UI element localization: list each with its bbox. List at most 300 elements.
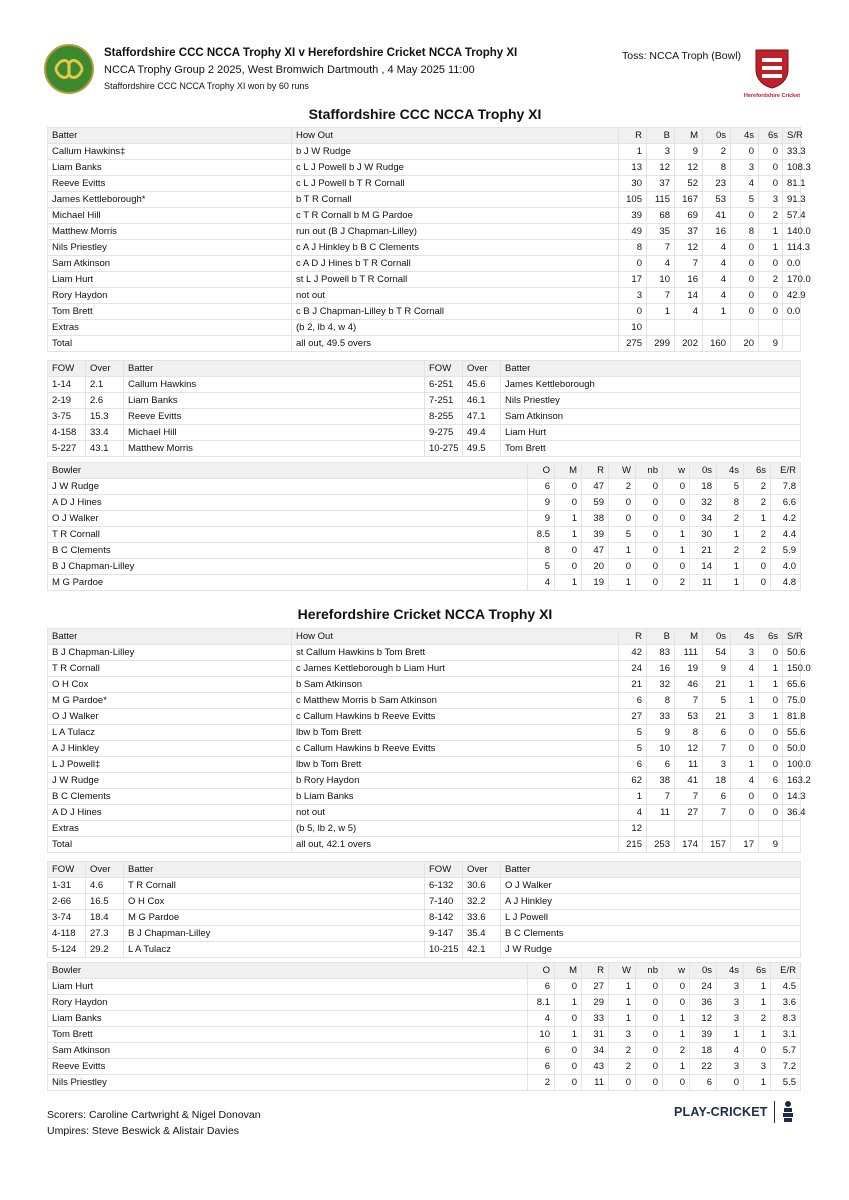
fow-cell: 16.5 <box>86 894 124 910</box>
fow-cell: 30.6 <box>463 878 501 894</box>
bowling-column-header: W <box>609 963 636 979</box>
batting-row <box>48 757 801 773</box>
bowling-stat: 18 <box>690 1043 717 1059</box>
fow-cell: 1-14 <box>48 377 86 393</box>
brand-divider <box>774 1101 775 1123</box>
bowling-stat: 0 <box>663 511 690 527</box>
bowling-stat: 0 <box>636 1075 663 1091</box>
batting-stat: 3 <box>647 144 675 160</box>
bowling-stat: 1 <box>744 979 771 995</box>
batting-stat: 54 <box>703 645 731 661</box>
batter-name: A D J Hines <box>48 805 292 821</box>
bowling-row <box>48 511 801 527</box>
batting-stat: 1 <box>731 693 759 709</box>
batting-stat: 16 <box>703 224 731 240</box>
empty-cell <box>783 320 801 336</box>
batting-column-header: S/R <box>783 629 801 645</box>
bowling-stat: 3 <box>717 995 744 1011</box>
bowling-stat: 31 <box>582 1027 609 1043</box>
bowling-stat: 19 <box>582 575 609 591</box>
batting-stat: 0 <box>759 741 783 757</box>
batting-stat: 41 <box>703 208 731 224</box>
batting-stat: 38 <box>647 773 675 789</box>
batting-stat: 0.0 <box>783 304 801 320</box>
bowling-stat: 4 <box>528 1011 555 1027</box>
how-out: lbw b Tom Brett <box>292 757 619 773</box>
empty-cell <box>703 320 731 336</box>
fow-cell: 2-19 <box>48 393 86 409</box>
bowling-stat: 0 <box>663 495 690 511</box>
how-out: b Rory Haydon <box>292 773 619 789</box>
empty-cell <box>731 821 759 837</box>
fow-cell: 46.1 <box>463 393 501 409</box>
fow-cell: 7-140 <box>425 894 463 910</box>
fow-cell: A J Hinkley <box>501 894 801 910</box>
batting-stat: 9 <box>647 725 675 741</box>
bowling-column-header: O <box>528 463 555 479</box>
bowling-stat: 0 <box>555 543 582 559</box>
how-out: b T R Cornall <box>292 192 619 208</box>
batting-stat: 10 <box>647 272 675 288</box>
batting-stat: 7 <box>703 805 731 821</box>
extras-row <box>48 821 801 837</box>
batting-stat: 49 <box>619 224 647 240</box>
home-club-logo <box>44 44 94 94</box>
bowling-stat: 1 <box>555 527 582 543</box>
fow-cell: 1-31 <box>48 878 86 894</box>
fow-cell: Michael Hill <box>124 425 425 441</box>
batting-stat: 0 <box>731 208 759 224</box>
batting-column-header: 4s <box>731 128 759 144</box>
batting-stat: 1 <box>759 661 783 677</box>
batting-stat: 23 <box>703 176 731 192</box>
batter-name: James Kettleborough* <box>48 192 292 208</box>
batting-column-header: 4s <box>731 629 759 645</box>
bowling-stat: 5.7 <box>771 1043 801 1059</box>
bowling-column-header: 4s <box>717 963 744 979</box>
how-out: c T R Cornall b M G Pardoe <box>292 208 619 224</box>
bowler-name: B J Chapman-Lilley <box>48 559 528 575</box>
batter-name: Sam Atkinson <box>48 256 292 272</box>
batting-stat: 114.3 <box>783 240 801 256</box>
bowling-stat: 5.5 <box>771 1075 801 1091</box>
total-cell: Total <box>48 837 292 853</box>
fow-column-header: FOW <box>425 361 463 377</box>
batting-stat: 9 <box>703 661 731 677</box>
batting-stat: 27 <box>675 805 703 821</box>
batting-stat: 1 <box>759 677 783 693</box>
bowling-stat: 4.2 <box>771 511 801 527</box>
total-cell: 174 <box>675 837 703 853</box>
batting-stat: 11 <box>647 805 675 821</box>
bowling-stat: 0 <box>717 1075 744 1091</box>
fow-cell: 6-132 <box>425 878 463 894</box>
extras-cell: (b 5, lb 2, w 5) <box>292 821 619 837</box>
batter-name: Nils Priestley <box>48 240 292 256</box>
bowling-stat: 3 <box>717 979 744 995</box>
bowling-stat: 0 <box>555 1059 582 1075</box>
empty-cell <box>703 821 731 837</box>
batting-stat: 170.0 <box>783 272 801 288</box>
batter-name: Callum Hawkins‡ <box>48 144 292 160</box>
batting-stat: 9 <box>675 144 703 160</box>
batter-name: B C Clements <box>48 789 292 805</box>
batter-name: Liam Banks <box>48 160 292 176</box>
match-result: Staffordshire CCC NCCA Trophy XI won by 60 runs <box>104 81 309 91</box>
fow-row <box>48 409 801 425</box>
bowling-stat: 2 <box>663 1043 690 1059</box>
batting-stat: 21 <box>619 677 647 693</box>
bowling-stat: 0 <box>555 479 582 495</box>
staffordshire-knot-icon <box>50 50 88 88</box>
fow-cell: 4.6 <box>86 878 124 894</box>
empty-cell <box>783 821 801 837</box>
bowling-stat: 6 <box>528 479 555 495</box>
batting-stat: 7 <box>675 789 703 805</box>
bowler-name: Sam Atkinson <box>48 1043 528 1059</box>
bowling-stat: 5 <box>609 527 636 543</box>
batting-stat: 6 <box>759 773 783 789</box>
batting-stat: 39 <box>619 208 647 224</box>
bowling-stat: 6 <box>528 1043 555 1059</box>
batting-row <box>48 256 801 272</box>
bowling-stat: 11 <box>690 575 717 591</box>
batting-stat: 4 <box>703 256 731 272</box>
total-cell: 160 <box>703 336 731 352</box>
batting-stat: 0 <box>759 693 783 709</box>
bowling-stat: 30 <box>690 527 717 543</box>
batting-stat: 65.6 <box>783 677 801 693</box>
empty-cell <box>675 821 703 837</box>
bowling-column-header: E/R <box>771 463 801 479</box>
bowling-stat: 18 <box>690 479 717 495</box>
innings-2-bowling-table <box>47 962 801 1091</box>
bowling-stat: 9 <box>528 511 555 527</box>
bowling-stat: 1 <box>744 511 771 527</box>
fow-header-row <box>48 862 801 878</box>
fow-row <box>48 942 801 958</box>
batting-stat: 7 <box>675 256 703 272</box>
match-header <box>44 44 806 100</box>
batting-stat: 100.0 <box>783 757 801 773</box>
batting-stat: 4 <box>703 272 731 288</box>
fow-cell: 9-275 <box>425 425 463 441</box>
batting-stat: 1 <box>647 304 675 320</box>
batting-row <box>48 741 801 757</box>
total-cell: all out, 49.5 overs <box>292 336 619 352</box>
fow-cell: 4-118 <box>48 926 86 942</box>
bowling-stat: 4.4 <box>771 527 801 543</box>
fow-column-header: FOW <box>48 361 86 377</box>
fow-cell: Matthew Morris <box>124 441 425 457</box>
how-out: c Callum Hawkins b Reeve Evitts <box>292 741 619 757</box>
fow-cell: Liam Hurt <box>501 425 801 441</box>
batting-stat: 10 <box>647 741 675 757</box>
bowling-stat: 0 <box>663 479 690 495</box>
how-out: c L J Powell b J W Rudge <box>292 160 619 176</box>
batting-stat: 4 <box>731 661 759 677</box>
innings-2-title: Herefordshire Cricket NCCA Trophy XI <box>297 606 553 622</box>
batting-stat: 68 <box>647 208 675 224</box>
batter-name: L A Tulacz <box>48 725 292 741</box>
bowling-row <box>48 543 801 559</box>
bowling-stat: 2 <box>663 575 690 591</box>
batter-name: A J Hinkley <box>48 741 292 757</box>
bowling-stat: 5 <box>717 479 744 495</box>
batting-column-header: 0s <box>703 128 731 144</box>
batting-stat: 8 <box>703 160 731 176</box>
bowling-stat: 0 <box>555 1011 582 1027</box>
how-out: b Sam Atkinson <box>292 677 619 693</box>
bowling-stat: 1 <box>609 543 636 559</box>
fow-cell: 35.4 <box>463 926 501 942</box>
bowling-stat: 14 <box>690 559 717 575</box>
batting-stat: 3 <box>731 645 759 661</box>
total-cell: all out, 42.1 overs <box>292 837 619 853</box>
bowling-column-header: R <box>582 463 609 479</box>
fow-column-header: FOW <box>48 862 86 878</box>
bowling-stat: 6 <box>690 1075 717 1091</box>
batting-stat: 0 <box>759 645 783 661</box>
bowling-row <box>48 495 801 511</box>
batting-stat: 3 <box>731 160 759 176</box>
bowling-stat: 0 <box>636 1043 663 1059</box>
officials <box>47 1107 261 1139</box>
batting-stat: 2 <box>759 272 783 288</box>
batting-stat: 36.4 <box>783 805 801 821</box>
batting-stat: 0 <box>759 256 783 272</box>
bowling-stat: 0 <box>636 543 663 559</box>
away-club-logo <box>742 44 802 100</box>
batting-stat: 0.0 <box>783 256 801 272</box>
batting-stat: 0 <box>759 144 783 160</box>
bowling-stat: 6 <box>528 979 555 995</box>
batter-name: Michael Hill <box>48 208 292 224</box>
batting-stat: 4 <box>731 773 759 789</box>
batting-stat: 16 <box>647 661 675 677</box>
batting-stat: 0 <box>731 288 759 304</box>
fow-column-header: Batter <box>501 361 801 377</box>
total-cell: 20 <box>731 336 759 352</box>
fow-row <box>48 393 801 409</box>
innings-1-title: Staffordshire CCC NCCA Trophy XI <box>308 106 542 122</box>
batting-stat: 81.8 <box>783 709 801 725</box>
fow-column-header: Batter <box>501 862 801 878</box>
batting-stat: 4 <box>703 288 731 304</box>
bowler-name: Rory Haydon <box>48 995 528 1011</box>
total-cell: 275 <box>619 336 647 352</box>
fow-cell: 33.4 <box>86 425 124 441</box>
batting-stat: 0 <box>759 176 783 192</box>
batting-stat: 7 <box>675 693 703 709</box>
innings-1-fow-table <box>47 360 801 457</box>
batting-stat: 1 <box>703 304 731 320</box>
bowling-stat: 29 <box>582 995 609 1011</box>
bowling-column-header: w <box>663 463 690 479</box>
batting-stat: 17 <box>619 272 647 288</box>
fow-cell: M G Pardoe <box>124 910 425 926</box>
batting-row <box>48 805 801 821</box>
bowling-stat: 1 <box>555 575 582 591</box>
batting-row <box>48 304 801 320</box>
bowling-stat: 4.8 <box>771 575 801 591</box>
fow-cell: L A Tulacz <box>124 942 425 958</box>
fow-cell: 29.2 <box>86 942 124 958</box>
fow-column-header: FOW <box>425 862 463 878</box>
batting-stat: 0 <box>731 144 759 160</box>
bowling-column-header: E/R <box>771 963 801 979</box>
bowling-stat: 5 <box>528 559 555 575</box>
scorers: Scorers: Caroline Cartwright & Nigel Donovan <box>47 1109 261 1121</box>
bowling-stat: 0 <box>663 979 690 995</box>
total-cell: 215 <box>619 837 647 853</box>
batting-stat: 0 <box>619 304 647 320</box>
bowling-stat: 1 <box>609 575 636 591</box>
fow-column-header: Batter <box>124 862 425 878</box>
bowling-stat: 0 <box>555 1043 582 1059</box>
bowling-column-header: nb <box>636 963 663 979</box>
batting-column-header: How Out <box>292 629 619 645</box>
bowling-row <box>48 1043 801 1059</box>
batting-stat: 69 <box>675 208 703 224</box>
fow-cell: 49.5 <box>463 441 501 457</box>
batting-stat: 19 <box>675 661 703 677</box>
bowling-stat: 3 <box>717 1059 744 1075</box>
bowling-stat: 3 <box>744 1059 771 1075</box>
empty-cell <box>759 320 783 336</box>
bowling-column-header: 0s <box>690 963 717 979</box>
batter-name: Matthew Morris <box>48 224 292 240</box>
total-cell: 9 <box>759 837 783 853</box>
batting-stat: 7 <box>647 240 675 256</box>
bowling-stat: 10 <box>528 1027 555 1043</box>
total-cell: 9 <box>759 336 783 352</box>
fow-cell: J W Rudge <box>501 942 801 958</box>
extras-cell: (b 2, lb 4, w 4) <box>292 320 619 336</box>
how-out: not out <box>292 288 619 304</box>
bowling-stat: 3.1 <box>771 1027 801 1043</box>
bowling-row <box>48 979 801 995</box>
bowler-name: T R Cornall <box>48 527 528 543</box>
total-cell: 253 <box>647 837 675 853</box>
batting-column-header: R <box>619 128 647 144</box>
empty-cell <box>647 821 675 837</box>
batting-stat: 0 <box>731 741 759 757</box>
bowling-row <box>48 995 801 1011</box>
fow-cell: B J Chapman-Lilley <box>124 926 425 942</box>
innings-1-batting-table <box>47 127 811 352</box>
batting-column-header: Batter <box>48 128 292 144</box>
bowling-stat: 0 <box>744 1043 771 1059</box>
batting-stat: 3 <box>759 192 783 208</box>
fow-cell: Liam Banks <box>124 393 425 409</box>
bowling-column-header: 0s <box>690 463 717 479</box>
fow-cell: T R Cornall <box>124 878 425 894</box>
batter-name: J W Rudge <box>48 773 292 789</box>
batting-stat: 53 <box>675 709 703 725</box>
batting-column-header: R <box>619 629 647 645</box>
fow-cell: Callum Hawkins <box>124 377 425 393</box>
batting-stat: 0 <box>759 725 783 741</box>
bowling-stat: 0 <box>609 495 636 511</box>
batting-row <box>48 789 801 805</box>
bowling-stat: 12 <box>690 1011 717 1027</box>
fow-cell: 5-124 <box>48 942 86 958</box>
batting-column-header: Batter <box>48 629 292 645</box>
batter-name: L J Powell‡ <box>48 757 292 773</box>
bowling-stat: 4 <box>528 575 555 591</box>
batting-row <box>48 725 801 741</box>
bowling-column-header: Bowler <box>48 463 528 479</box>
batting-stat: 111 <box>675 645 703 661</box>
batting-column-header: How Out <box>292 128 619 144</box>
batting-stat: 2 <box>703 144 731 160</box>
batting-stat: 30 <box>619 176 647 192</box>
batting-column-header: M <box>675 128 703 144</box>
batting-stat: 0 <box>731 256 759 272</box>
batting-stat: 42.9 <box>783 288 801 304</box>
bowler-name: Liam Hurt <box>48 979 528 995</box>
batting-stat: 6 <box>619 757 647 773</box>
batting-stat: 1 <box>759 240 783 256</box>
batting-stat: 8 <box>731 224 759 240</box>
batting-stat: 33 <box>647 709 675 725</box>
batting-stat: 6 <box>619 693 647 709</box>
fow-cell: 43.1 <box>86 441 124 457</box>
empty-cell <box>675 320 703 336</box>
fow-row <box>48 926 801 942</box>
bowler-name: Reeve Evitts <box>48 1059 528 1075</box>
batting-stat: 1 <box>759 709 783 725</box>
batting-stat: 0 <box>759 757 783 773</box>
bowling-stat: 39 <box>690 1027 717 1043</box>
match-subtitle: NCCA Trophy Group 2 2025, West Bromwich Dartmouth , 4 May 2025 11:00 <box>104 64 475 76</box>
batting-stat: 6 <box>703 725 731 741</box>
batting-stat: 1 <box>731 677 759 693</box>
bowling-stat: 33 <box>582 1011 609 1027</box>
batting-stat: 0 <box>759 805 783 821</box>
bowling-stat: 27 <box>582 979 609 995</box>
batting-stat: 81.1 <box>783 176 801 192</box>
fow-cell: B C Clements <box>501 926 801 942</box>
fow-cell: 5-227 <box>48 441 86 457</box>
bowling-stat: 7.2 <box>771 1059 801 1075</box>
batting-stat: 167 <box>675 192 703 208</box>
batting-stat: 5 <box>703 693 731 709</box>
extras-cell: Extras <box>48 821 292 837</box>
batting-stat: 18 <box>703 773 731 789</box>
bowling-stat: 2 <box>744 495 771 511</box>
batting-stat: 3 <box>703 757 731 773</box>
fow-cell: 27.3 <box>86 926 124 942</box>
total-row <box>48 336 801 352</box>
bowling-stat: 1 <box>663 527 690 543</box>
bowler-name: A D J Hines <box>48 495 528 511</box>
batting-row <box>48 693 801 709</box>
fow-cell: 42.1 <box>463 942 501 958</box>
batting-stat: 21 <box>703 677 731 693</box>
batter-name: T R Cornall <box>48 661 292 677</box>
bowler-name: J W Rudge <box>48 479 528 495</box>
total-cell: Total <box>48 336 292 352</box>
batting-stat: 0 <box>619 256 647 272</box>
fow-cell: 4-158 <box>48 425 86 441</box>
batting-row <box>48 272 801 288</box>
fow-cell: 49.4 <box>463 425 501 441</box>
bowling-stat: 21 <box>690 543 717 559</box>
batting-stat: 0 <box>731 304 759 320</box>
bowling-stat: 4.0 <box>771 559 801 575</box>
